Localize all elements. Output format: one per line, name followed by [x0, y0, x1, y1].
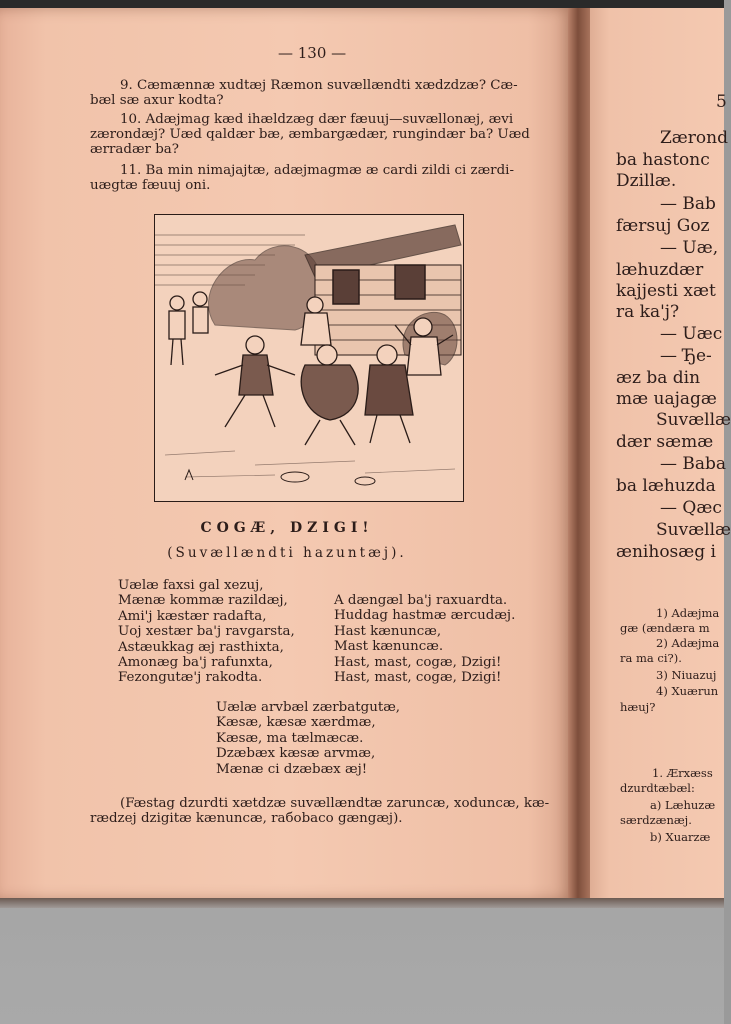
page-number: — 130 — [278, 44, 347, 62]
right-page-line: — Ђe- [660, 346, 712, 366]
right-page-line: ra ka'j? [616, 302, 680, 322]
verse-line: Kæsæ, ma tælmæcæ. [216, 730, 364, 746]
right-page-small-line: b) Xuarzæ [650, 830, 711, 844]
verse-bottom-stanza [216, 700, 400, 777]
question-9-line1: 9. Cæmænnæ xudtæj Ræmon suvællændti xædzdzæ? Cæ- [120, 78, 518, 93]
right-page-line: — Qæc [660, 498, 722, 518]
right-page-line: — Uæ, [660, 238, 719, 258]
right-page-small-line: ra ma ci?). [620, 651, 682, 665]
right-page-small-line: særdzænæj. [620, 813, 692, 827]
right-page-small-line: 1. Ærxæss [652, 766, 713, 780]
verse-line: Hast, mast, cogæ, Dzigi! [334, 670, 502, 686]
right-page-line: dær sæmæ [616, 432, 714, 452]
poem-title: COGÆ, DZIGI! [200, 520, 374, 536]
right-page-line: — Bab [660, 194, 716, 214]
question-11-line2: uægtæ fæuuj oni. [90, 178, 211, 193]
right-page-small-line: hæuj? [620, 700, 656, 714]
right-page-line: færsuj Goz [616, 216, 710, 236]
right-page-small-line: 4) Xuærun [656, 684, 719, 698]
right-page-line: Zærond [660, 128, 728, 148]
right-page-line: ænihosæg i [616, 542, 716, 562]
children-dancing-illustration [154, 214, 464, 502]
verse-line: Mast kænuncæ. [334, 639, 444, 655]
verse-line: Dzæbæx kæsæ arvmæ, [216, 746, 376, 762]
verse-left-column [118, 578, 295, 686]
right-page-line: Suvællæ [656, 410, 731, 430]
right-page-small-line: a) Læhuzæ [650, 798, 716, 812]
verse-line: Mænæ kommæ razildæj, [118, 593, 288, 609]
right-page-line: — Uæc [660, 324, 723, 344]
question-9-line2: bæl sæ axur kodta? [90, 93, 224, 108]
verse-line: Uælæ faxsi gal xezuj, [118, 578, 264, 593]
verse-line: Hast kænuncæ, [334, 623, 442, 639]
verse-line: Kæsæ, kæsæ xærdmæ, [216, 715, 376, 731]
verse-right-column [334, 593, 515, 685]
right-page-line: ba hastonc [616, 150, 710, 170]
right-page-small-line: 3) Niuazuj [656, 668, 717, 682]
question-10-line2: zærondæj? Uæd qaldær bæ, æmbargædær, rungindær ba? Uæd [90, 127, 530, 142]
verse-line: Uælæ arvbæl zærbatgutæ, [216, 700, 401, 715]
verse-line: Ami'j kæstær radafta, [118, 608, 267, 624]
verse-line: Uoj xestær ba'j ravgarsta, [118, 624, 295, 640]
verse-line: A dængæl ba'j raxuardta. [334, 593, 508, 608]
verse-line: Mænæ ci dzæbæx æj! [216, 761, 368, 777]
question-10-line1: 10. Adæjmag kæd ihældzæg dær fæuuj—suvællonæj, ævi [120, 112, 514, 127]
right-page-line: — Baba [660, 454, 727, 474]
right-page-small-line: gæ (ændæra m [620, 621, 710, 635]
right-page-text-area [584, 8, 731, 906]
right-page-small-line: 2) Adæjma [656, 636, 720, 650]
verse-line: Fezongutæ'j rakodta. [118, 670, 263, 686]
right-page-small-line: dzurdtæbæl: [620, 781, 695, 795]
verse-line: Astæukkag æj rasthixta, [118, 639, 284, 655]
right-page-small-line: 1) Adæjma [656, 606, 720, 620]
right-page-line: kajjesti xæt [616, 281, 716, 301]
right-page-line: æz ba din [616, 368, 701, 388]
right-page-line: læhuzdær [616, 260, 704, 280]
right-page-line: Dzillæ. [616, 171, 677, 191]
right-page-line: mæ uajagæ [616, 389, 717, 409]
right-page-line: ba læhuzda [616, 476, 716, 496]
question-10-line3: ærradær ba? [90, 142, 179, 157]
poem-subtitle: (Suvællændti hazuntæj). [167, 545, 407, 561]
illustration-drawing [155, 215, 463, 501]
verse-line: Amonæg ba'j rafunxta, [118, 655, 273, 671]
verse-line: Huddag hastmæ ærcudæj. [334, 608, 516, 624]
right-page-number: 5 [716, 92, 727, 112]
verse-line: Hast, mast, cogæ, Dzigi! [334, 654, 502, 670]
right-page-line: Suvællæ [656, 520, 731, 540]
note-line1: (Fæstag dzurdti xætdzæ suvællændtæ zaruncæ, xoduncæ, kæ- [120, 796, 550, 811]
question-11-line1: 11. Ba min nimajajtæ, adæjmagmæ æ cardi zildi ci zærdi- [120, 163, 514, 178]
note-line2: rædzej dzigitæ kænuncæ, raбobaco gængæj). [90, 811, 403, 826]
